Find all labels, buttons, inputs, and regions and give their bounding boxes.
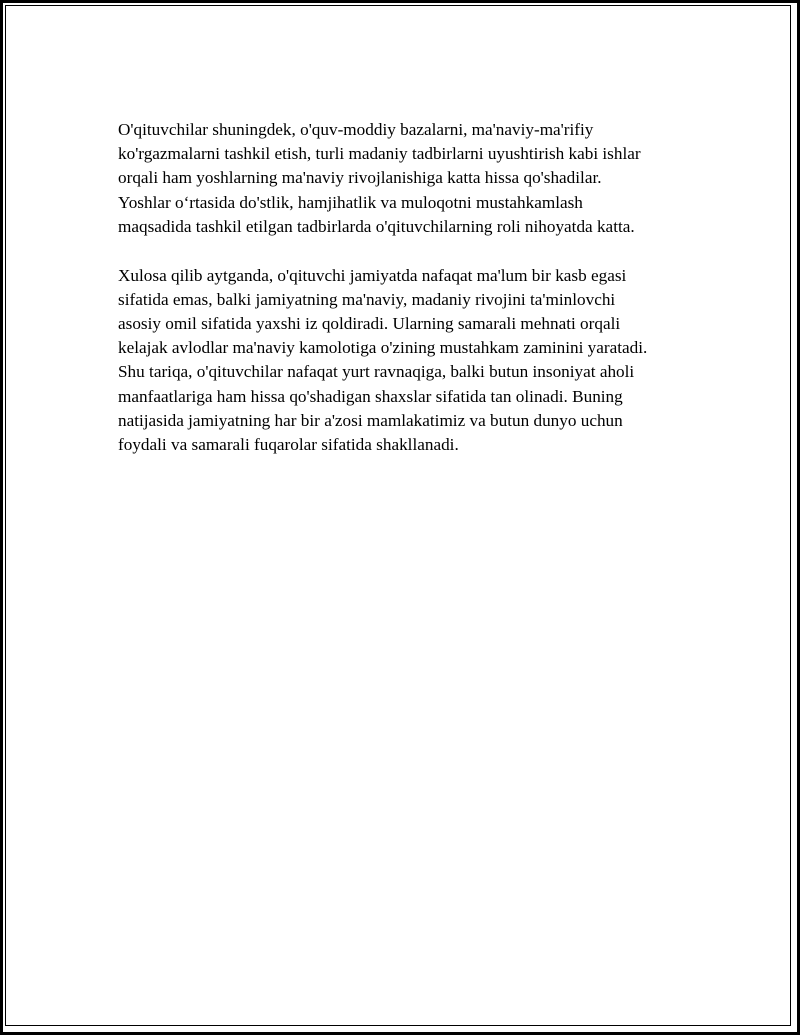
paragraph-1: O'qituvchilar shuningdek, o'quv-moddiy bazalarni, ma'naviy-ma'rifiy ko'rgazmalarni tashkil etish, turli madaniy tadbirlarni uyushtirish kabi ishlar orqali ham yoshlarning ma'naviy rivojlanishiga katta hissa qo'shadilar. Yoshlar o‘rtasida do'stlik, hamjihatlik va muloqotni mustahkamlash maqsadida tashkil etilgan tadbirlarda o'qituvchilarning roli nihoyatda katta. <box>118 120 641 236</box>
paragraph-2: Xulosa qilib aytganda, o'qituvchi jamiyatda nafaqat ma'lum bir kasb egasi sifatida emas, balki jamiyatning ma'naviy, madaniy rivojini ta'minlovchi asosiy omil sifatida yaxshi iz qoldiradi. Ularning samarali mehnati orqali kelajak avlodlar ma'naviy kamolotiga o'zining mustahkam zaminini yaratadi. Shu tariqa, o'qituvchilar nafaqat yurt ravnaqiga, balki butun insoniyat aholi manfaatlariga ham hissa qo'shadigan shaxslar sifatida tan olinadi. Buning natijasida jamiyatning har bir a'zosi mamlakatimiz va butun dunyo uchun foydali va samarali fuqarolar sifatida shakllanadi. <box>118 265 648 454</box>
document-body <box>118 118 698 482</box>
